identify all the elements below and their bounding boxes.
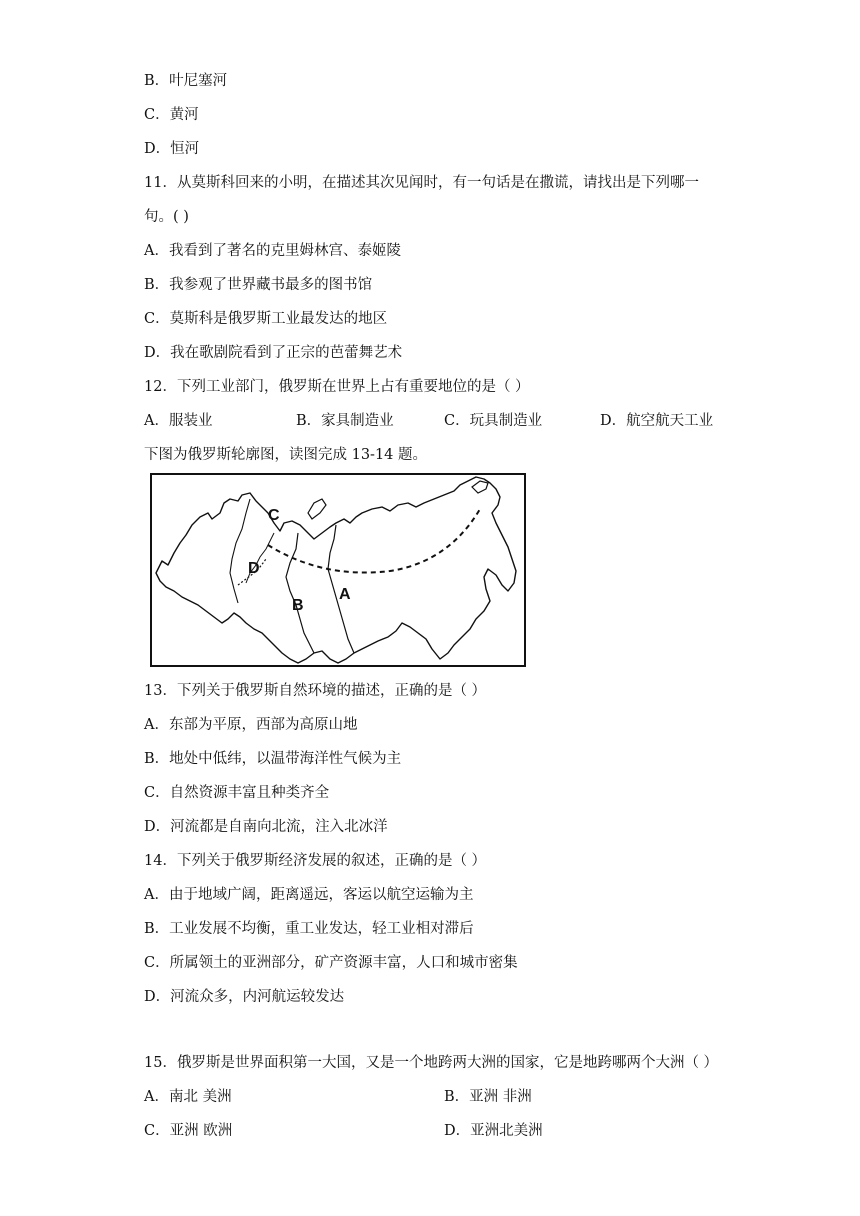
q11-option-c: C．莫斯科是俄罗斯工业最发达的地区 [144, 311, 388, 327]
q14-option-a: A．由于地域广阔，距离遥远，客运以航空运输为主 [144, 887, 474, 903]
q13-option-c: C．自然资源丰富且种类齐全 [144, 785, 330, 801]
q12-options [144, 411, 744, 431]
q15-option-b: B．亚洲 非洲 [444, 1089, 532, 1105]
q14-stem: 14．下列关于俄罗斯经济发展的叙述，正确的是（ ） [144, 853, 487, 869]
q10-option-b: B．叶尼塞河 [144, 73, 228, 89]
q12-option-d: D．航空航天工业 [600, 413, 714, 429]
q15-option-c: C．亚洲 欧洲 [144, 1123, 233, 1139]
q13-option-a: A．东部为平原，西部为高原山地 [144, 717, 358, 733]
map-intro: 下图为俄罗斯轮廓图，读图完成 13-14 题。 [144, 447, 428, 463]
q14-option-b: B．工业发展不均衡，重工业发达，轻工业相对滞后 [144, 921, 474, 937]
q15-options-row1 [144, 1087, 744, 1107]
q15-stem: 15．俄罗斯是世界面积第一大国，又是一个地跨两大洲的国家，它是地跨哪两个大洲（ ） [144, 1055, 719, 1071]
q12-option-a: A．服装业 [144, 413, 213, 429]
q13-stem: 13．下列关于俄罗斯自然环境的描述，正确的是（ ） [144, 683, 487, 699]
q11-option-b: B．我参观了世界藏书最多的图书馆 [144, 277, 373, 293]
q14-option-c: C．所属领土的亚洲部分，矿产资源丰富，人口和城市密集 [144, 955, 518, 971]
map-label-c: C [268, 507, 280, 524]
map-label-a: A [339, 586, 351, 603]
map-label-b: B [292, 597, 304, 614]
q10-option-d: D．恒河 [144, 141, 200, 157]
q11-option-a: A．我看到了著名的克里姆林宫、泰姬陵 [144, 243, 401, 259]
russia-outline-map [150, 473, 526, 667]
q13-option-b: B．地处中低纬，以温带海洋性气候为主 [144, 751, 402, 767]
q13-option-d: D．河流都是自南向北流，注入北冰洋 [144, 819, 388, 835]
q15-option-a: A．南北 美洲 [144, 1089, 232, 1105]
q10-option-c: C．黄河 [144, 107, 199, 123]
map-label-d: D [248, 560, 260, 577]
q15-options-row2 [144, 1121, 744, 1141]
q12-option-c: C．玩具制造业 [444, 413, 543, 429]
q12-option-b: B．家具制造业 [296, 413, 394, 429]
q11-option-d: D．我在歌剧院看到了正宗的芭蕾舞艺术 [144, 345, 403, 361]
q11-stem-line1: 11．从莫斯科回来的小明，在描述其次见闻时，有一句话是在撒谎，请找出是下列哪一 [144, 175, 699, 191]
q14-option-d: D．河流众多，内河航运较发达 [144, 989, 345, 1005]
q12-stem: 12．下列工业部门，俄罗斯在世界上占有重要地位的是（ ） [144, 379, 530, 395]
q15-option-d: D．亚洲北美洲 [444, 1123, 543, 1139]
q11-stem-line2: 句。( ) [144, 209, 189, 225]
